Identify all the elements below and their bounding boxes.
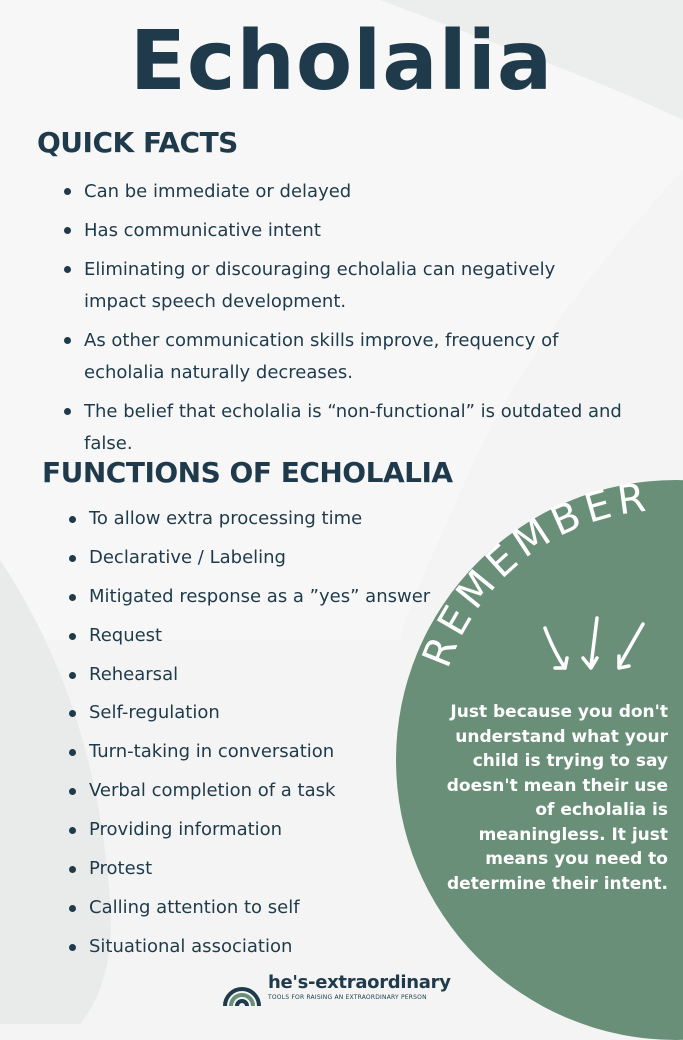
- list-item: Turn-taking in conversation: [67, 738, 487, 766]
- list-item: Can be immediate or delayed: [62, 176, 622, 208]
- list-item: Verbal completion of a task: [67, 777, 487, 805]
- list-item: Has communicative intent: [62, 215, 622, 247]
- logo-tagline: TOOLS FOR RAISING AN EXTRAORDINARY PERSON: [268, 994, 427, 1001]
- list-item: Self-regulation: [67, 699, 487, 727]
- list-item: The belief that echolalia is “non-functional” is outdated and false.: [62, 396, 622, 460]
- remember-label-text: REMEMBER: [414, 480, 655, 674]
- list-item: To allow extra processing time: [67, 505, 487, 533]
- down-arrows-icon: [535, 610, 655, 680]
- list-item: Eliminating or discouraging echolalia can negatively impact speech development.: [62, 254, 622, 318]
- quick-facts-heading: QUICK FACTS: [37, 126, 238, 159]
- list-item: Calling attention to self: [67, 894, 487, 922]
- list-item: As other communication skills improve, frequency of echolalia naturally decreases.: [62, 325, 622, 389]
- logo-name: he's-extraordinary: [268, 972, 451, 993]
- list-item: Protest: [67, 855, 487, 883]
- list-item: Rehearsal: [67, 661, 487, 689]
- list-item: Mitigated response as a ”yes” answer: [67, 583, 487, 611]
- list-item: Providing information: [67, 816, 487, 844]
- quick-facts-list: [62, 176, 622, 467]
- functions-heading: FUNCTIONS OF ECHOLALIA: [42, 456, 453, 489]
- list-item: Declarative / Labeling: [67, 544, 487, 572]
- rainbow-logo-icon: [222, 972, 262, 1008]
- list-item: Request: [67, 622, 487, 650]
- remember-message: Just because you don't understand what your child is trying to say doesn't mean their use of echolalia is meaningless. It just means you need to determine their intent.: [446, 702, 668, 894]
- list-item: Situational association: [67, 933, 487, 961]
- page-title: Echolalia: [129, 14, 554, 109]
- brand-logo: [222, 970, 452, 1010]
